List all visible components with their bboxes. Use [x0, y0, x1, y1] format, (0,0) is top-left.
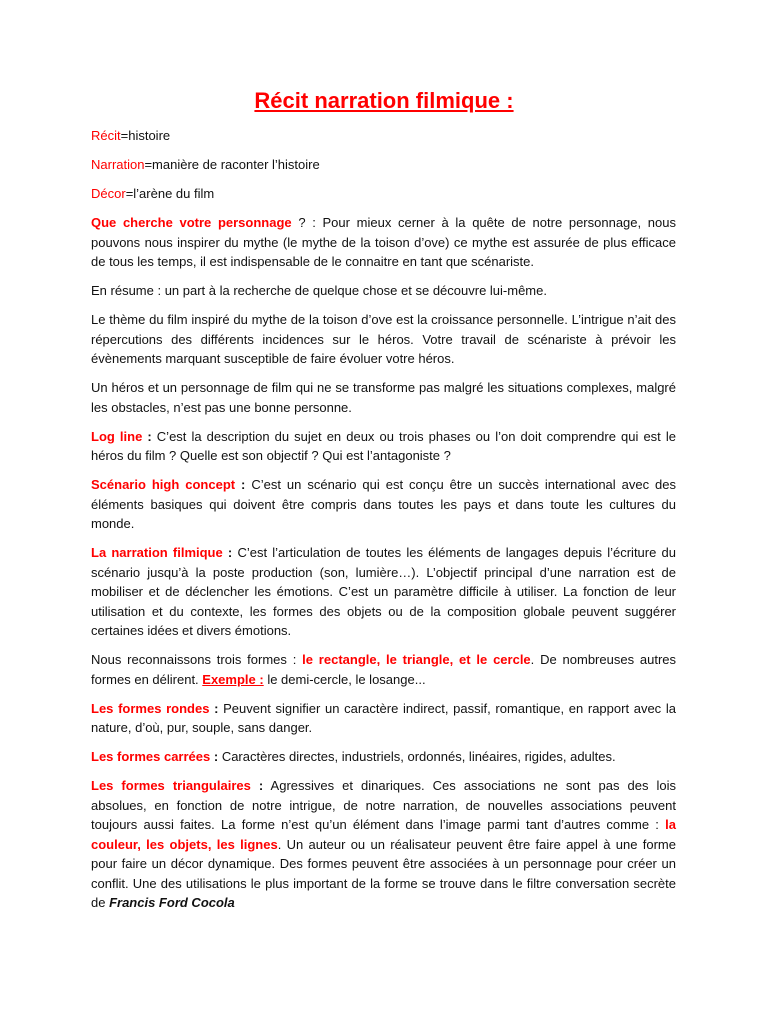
term-log-line: Log line — [91, 428, 143, 444]
term-recit: Récit — [91, 128, 121, 143]
document-body — [91, 126, 676, 922]
author-name: Francis Ford Cocola — [109, 895, 235, 910]
term-high-concept: Scénario high concept — [91, 477, 236, 492]
paragraph-trois-formes: Nous reconnaissons trois formes : le rectangle, le triangle, et le cercle. De nombreuses autres formes en délirent. Exemple : le demi-cercle, le losange... — [91, 652, 677, 687]
paragraph-formes-carrees: Les formes carrées : Caractères directes, industriels, ordonnés, linéaires, rigides, adultes. — [91, 749, 616, 764]
paragraph-narration-filmique: La narration filmique : C’est l’articulation de toutes les éléments de langages depuis l’écriture du scénario jusqu’à la poste production (son, lumière…). L’objectif principal d’une narration est de mobiliser et de déclencher les émotions. C’est un paramètre difficile à utiliser. La fonction de leur utilisation et du contexte, les formes des objets ou de la composition globale peuvent suggérer certaines idées et divers émotions. — [91, 545, 676, 638]
definition-decor: Décor=l’arène du film — [91, 186, 215, 201]
term-personnage: Que cherche votre personnage — [91, 215, 292, 230]
paragraph-heros: Un héros et un personnage de film qui ne se transforme pas malgré les situations complexes, malgré les obstacles, n’est pas une bonne personne. — [91, 380, 676, 415]
document-title: Récit narration filmique : — [254, 88, 514, 113]
paragraph-personnage: Que cherche votre personnage ? : Pour mieux cerner à la quête de notre personnage, nous pouvons nous inspirer du mythe (le mythe de la toison d’ove) ce mythe est assurée de plus efficace de tous les temps, il est indispensable de le connaitre en tant que scénariste. — [91, 215, 676, 269]
term-narration: Narration — [91, 157, 145, 172]
term-formes-rondes: Les formes rondes — [91, 700, 210, 716]
paragraph-log-line: Log line : C’est la description du sujet en deux ou trois phases ou l’on doit comprendre qui est le héros du film ? Quelle est son objectif ? Qui est l’antagoniste ? — [91, 428, 676, 463]
paragraph-resume: En résume : un part à la recherche de quelque chose et se découvre lui-même. — [91, 283, 547, 298]
definition-narration: Narration=manière de raconter l’histoire — [91, 157, 320, 172]
term-formes-carrees: Les formes carrées — [91, 749, 211, 764]
paragraph-formes-rondes: Les formes rondes : Peuvent signifier un caractère indirect, passif, romantique, en rapport avec la nature, d’où, pur, souple, sans danger. — [91, 700, 676, 735]
visual-elements-list: la couleur, les objets, les lignes — [91, 817, 676, 852]
definition-recit: Récit=histoire — [91, 128, 171, 143]
term-formes-triangulaires: Les formes triangulaires — [91, 778, 251, 793]
term-decor: Décor — [91, 186, 126, 201]
example-label: Exemple : — [202, 671, 264, 687]
term-narration-filmique: La narration filmique — [91, 545, 223, 560]
paragraph-theme: Le thème du film inspiré du mythe de la toison d’ove est la croissance personnelle. L’intrigue n’ait des répercutions des différents incidences sur le héros. Votre travail de scénariste à prévoir les évènements marquant susceptible de faire évoluer votre héros. — [91, 312, 676, 366]
paragraph-formes-triangulaires: Les formes triangulaires : Agressives et dinariques. Ces associations ne sont pas des lois absolues, en fonction de notre intrigue, de notre narration, de nouvelles associations peuvent toujours aussi faites. La forme n’est qu’un élément dans l’image parmi tant d’autres comme : la couleur, les objets, les lignes. Un auteur ou un réalisateur peuvent être faire appel à une forme pour faire un décor dynamique. Des formes peuvent être associées à un personnage pour créer un conflit. Une des utilisations le plus important de la forme se trouve dans le filtre conversation secrète de Francis Ford Cocola — [91, 778, 676, 910]
paragraph-high-concept: Scénario high concept : C’est un scénario qui est conçu être un succès international avec des éléments basiques qui doivent être compris dans toutes les pays et dans toute les cultures du monde. — [91, 477, 676, 531]
shapes-list: le rectangle, le triangle, et le cercle — [302, 652, 531, 667]
